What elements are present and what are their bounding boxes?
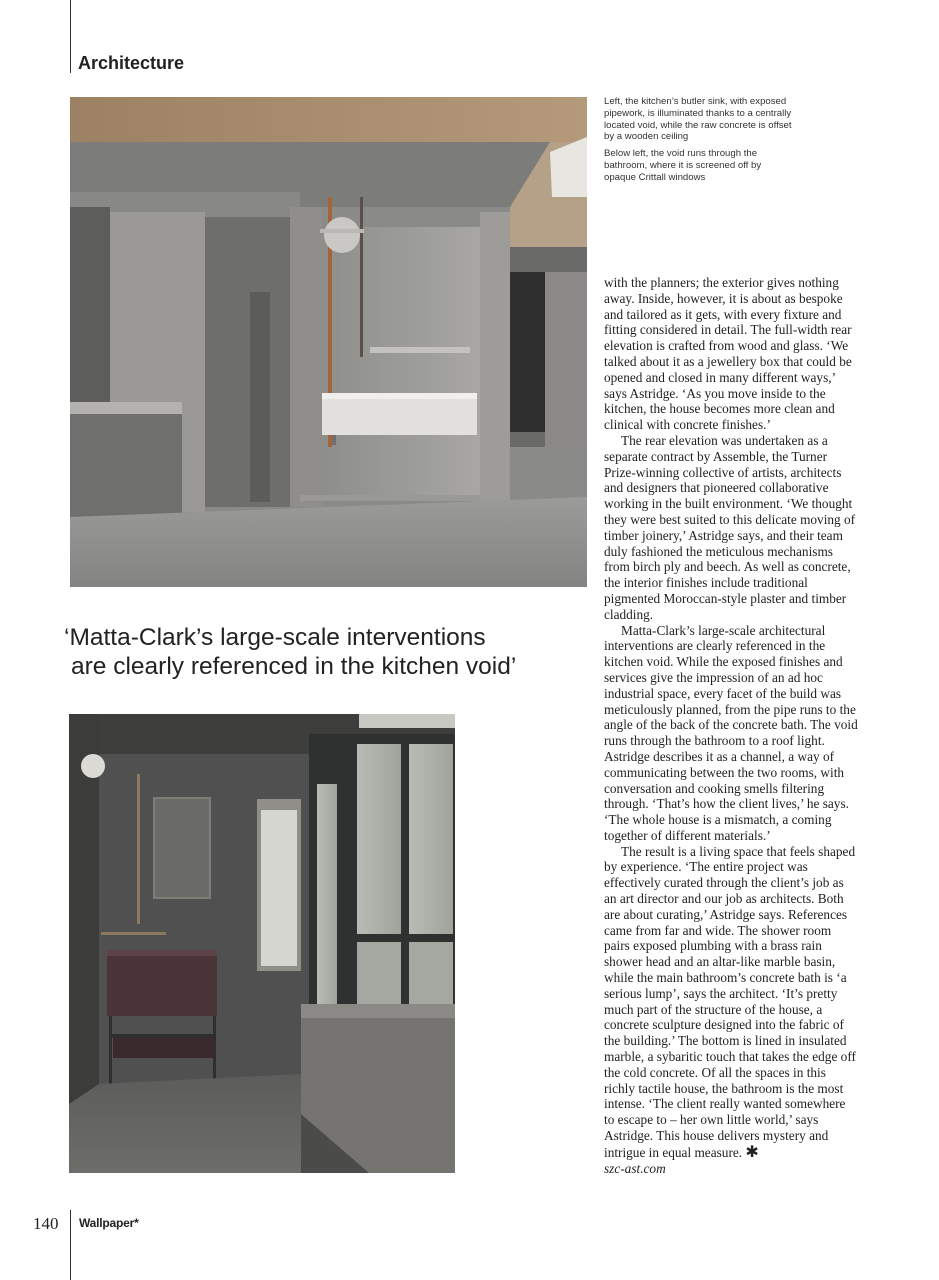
photo-captions — [604, 96, 794, 189]
page-number: 140 — [33, 1214, 59, 1233]
magazine-name: Wallpaper* — [79, 1216, 139, 1230]
kitchen-photo — [70, 97, 587, 587]
pull-quote-line-2: are clearly referenced in the kitchen void’ — [71, 653, 517, 680]
end-mark-icon: ✱ — [745, 1141, 759, 1161]
bathroom-photo — [69, 714, 455, 1173]
footer-rule — [70, 1210, 71, 1280]
section-title: Architecture — [78, 53, 185, 73]
pull-quote-line-1: ‘Matta-Clark’s large-scale interventions — [64, 624, 486, 651]
body-paragraph: with the planners; the exterior gives nothing away. Inside, however, it is about as bespoke and tailored as it gets, with every fixture and fitting considered in detail. The full-width rear elevation is crafted from wood and glass. ‘We talked about it as a jewellery box that could be opened and closed in many different ways,’ says Astridge. ‘As you move inside to the kitchen, the house becomes more clean and clinical with concrete finishes.’ — [604, 275, 852, 433]
body-paragraph-text: The result is a living space that feels shaped by experience. ‘The entire project was effectively curated through the client’s job as an art director and our job as architects. Both are about curating,’ Astridge says. References came from far and wide. The shower room pairs exposed plumbing with a brass rain shower head and an altar-like marble basin, while the main bathroom’s concrete bath is ‘a serious lump’, says the architect. ‘It’s pretty much part of the structure of the house, a concrete sculpture designed into the fabric of the building.’ The bottom is lined in insulated marble, a sybaritic touch that takes the edge off the cold concrete. Of all the spaces in this richly tactile house, the bathroom is the most intense. ‘The client really wanted somewhere to escape to – her own little world,’ says Astridge. This house delivers mystery and intrigue in equal measure. — [604, 843, 856, 1160]
body-paragraph: The rear elevation was undertaken as a separate contract by Assemble, the Turner Prize-winning collective of artists, architects and designers that pioneered collaborative working in the built environment. ‘We thought they were best suited to this delicate moving of timber joinery,’ Astridge says, and their team duly fashioned the meticulous mechanisms from birch ply and beech. As well as concrete, the interior finishes include traditional pigmented Moroccan-style plaster and timber cladding. — [604, 432, 856, 622]
article-body — [604, 275, 858, 1176]
architect-website-link[interactable]: szc-ast.com — [604, 1160, 666, 1176]
caption-bathroom: Below left, the void runs through the bathroom, where it is screened off by opaque Crittall windows — [604, 148, 762, 183]
body-paragraph — [604, 844, 858, 1161]
caption-kitchen: Left, the kitchen’s butler sink, with exposed pipework, is illuminated thanks to a centrally located void, while the raw concrete is offset by a wooden ceiling — [604, 96, 792, 143]
header-rule — [70, 0, 71, 73]
body-paragraph: Matta-Clark’s large-scale architectural interventions are clearly referenced in the kitchen void. While the exposed finishes and services give the impression of an ad hoc industrial space, every facet of the build was meticulously planned, from the pipe runs to the angle of the back of the concrete bath. The void runs through the bathroom to a roof light. Astridge describes it as a channel, a way of communicating between the two rooms, with conversation and cooking smells filtering through. ‘That’s how the client lives,’ he says. ‘The whole house is a mismatch, a coming together of different materials.’ — [604, 622, 858, 843]
pull-quote — [64, 623, 574, 681]
